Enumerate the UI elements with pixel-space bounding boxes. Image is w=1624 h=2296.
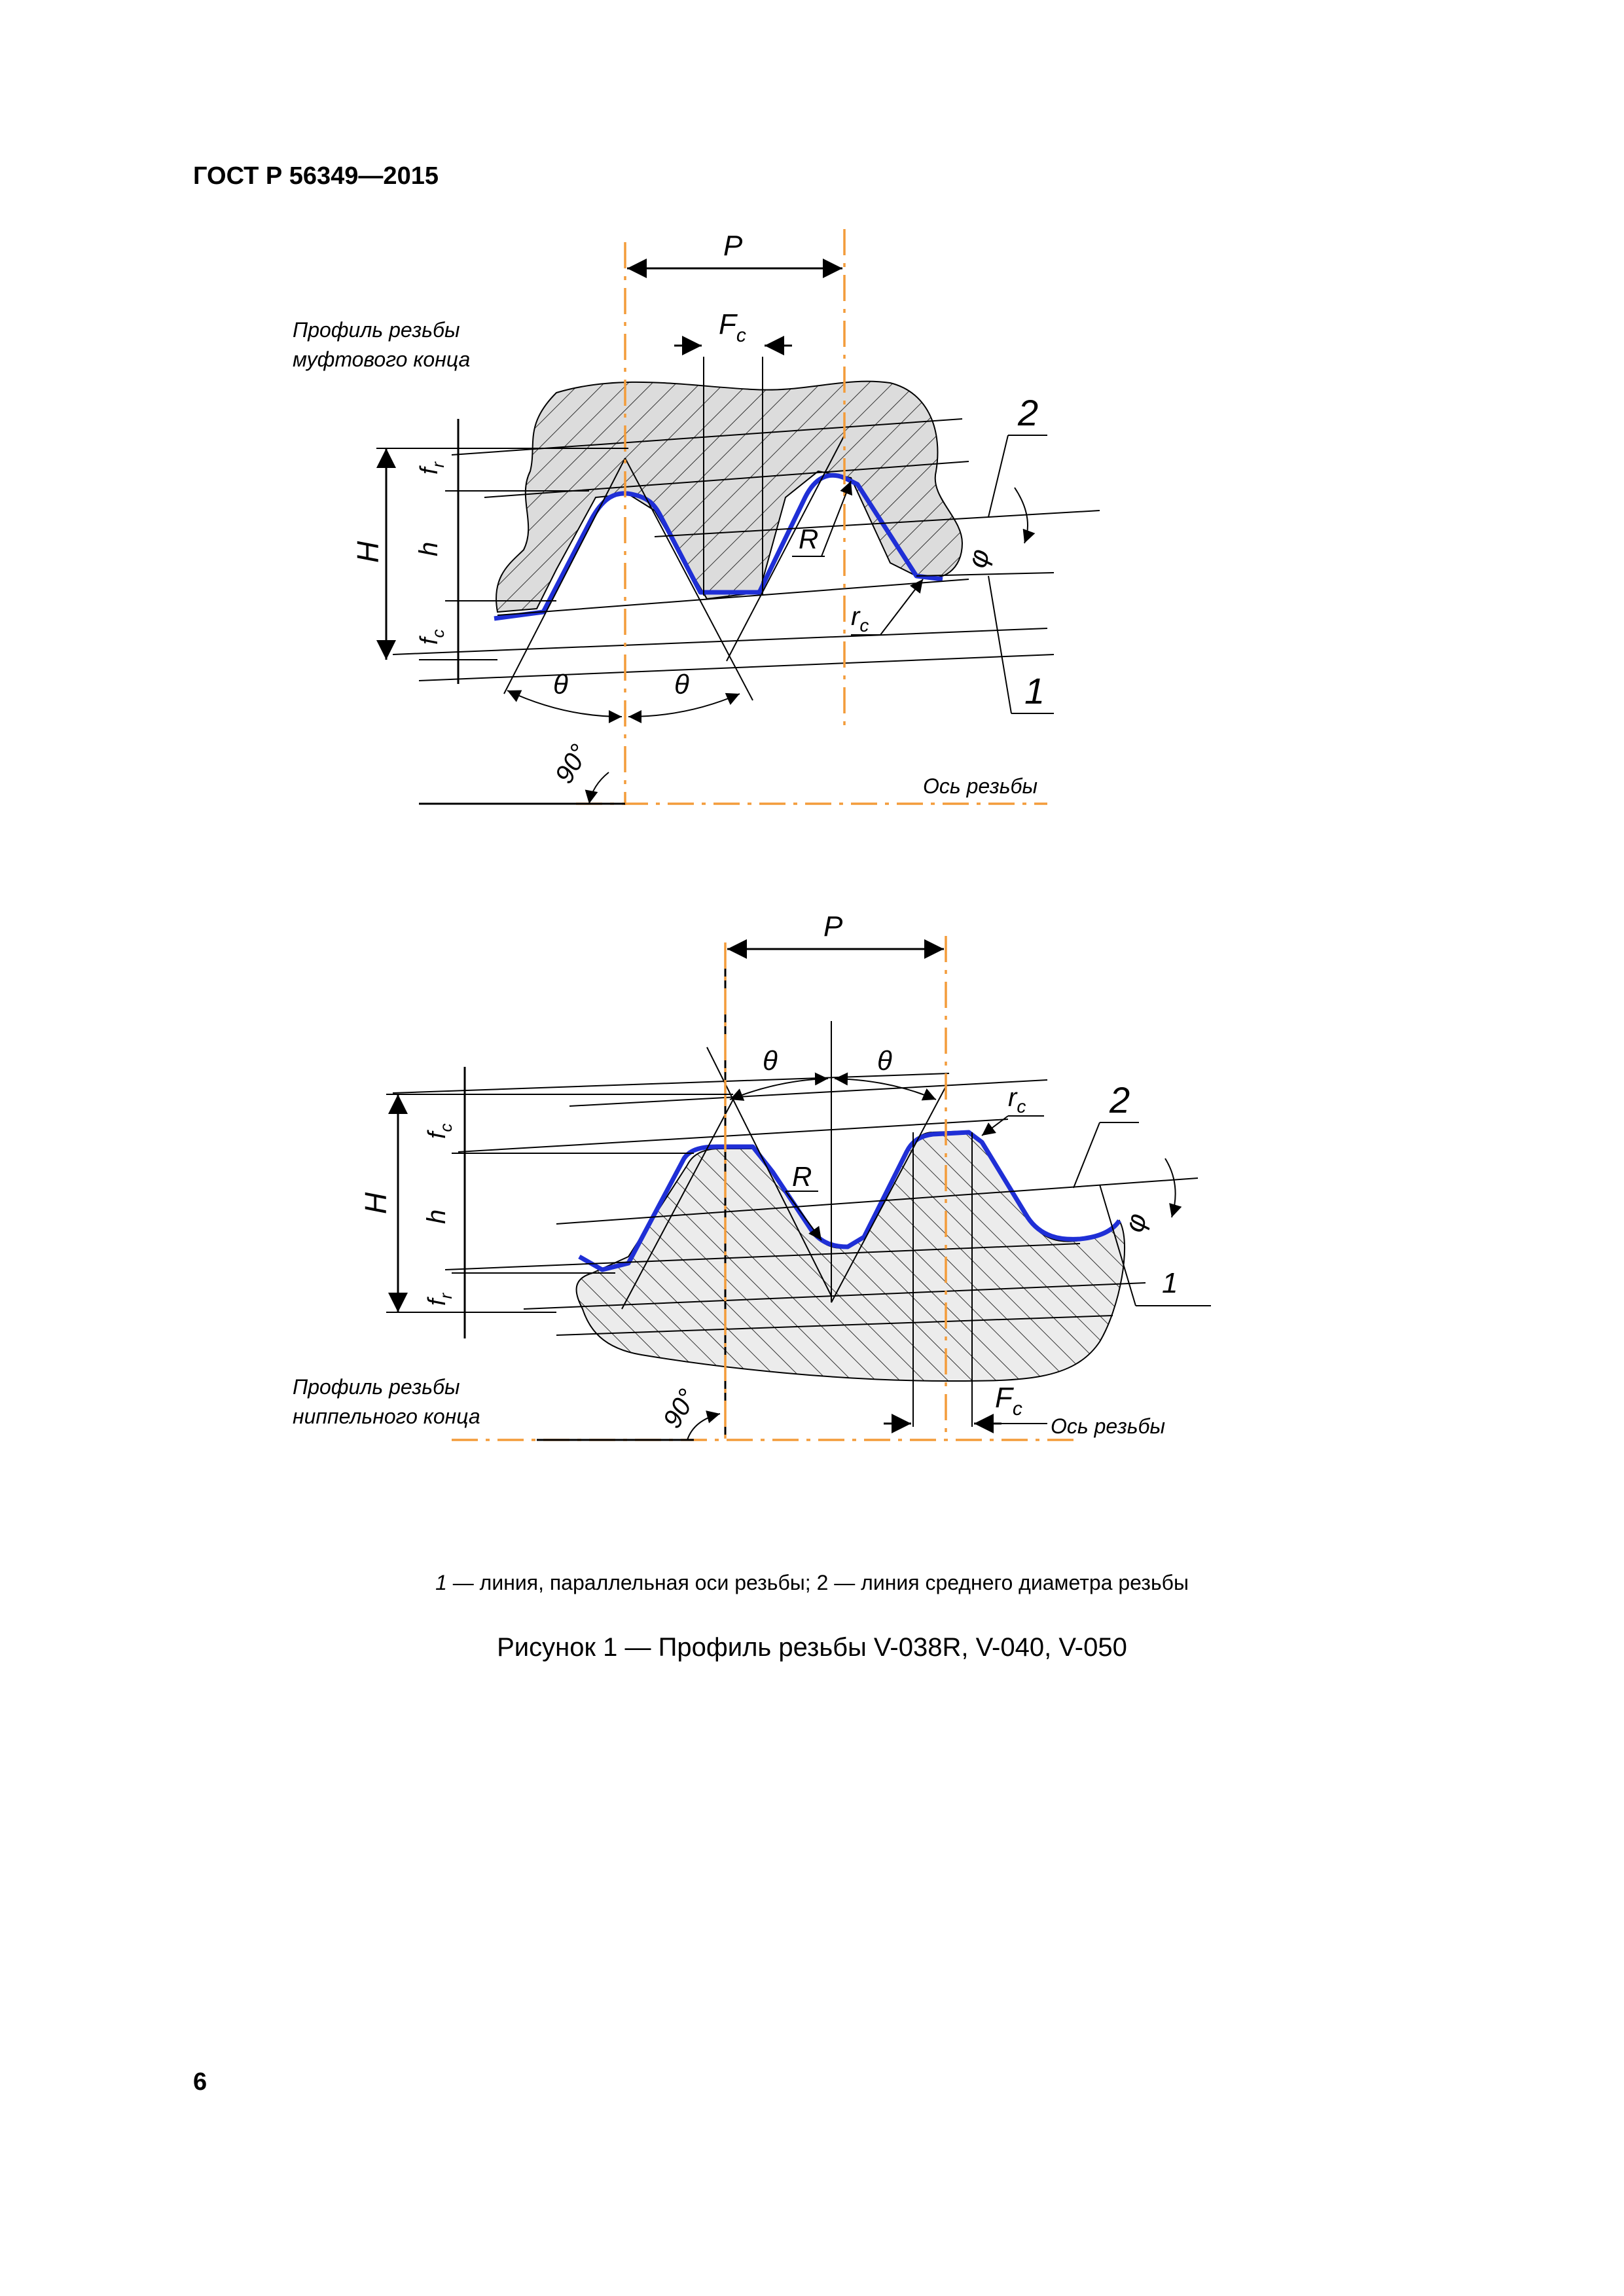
top-label-1: 1 [1024,670,1045,711]
bottom-hatched-body [577,1131,1125,1381]
bottom-label-phi: φ [1118,1210,1153,1236]
figure-caption: Рисунок 1 — Профиль резьбы V-038R, V-040, V-050 [497,1633,1127,1662]
top-hatched-body [496,382,962,612]
top-label-2: 2 [1018,392,1039,433]
bottom-label-2: 2 [1110,1079,1130,1121]
top-caption-line1: Профиль резьбы [293,318,460,342]
bottom-theta-right: θ [877,1045,892,1076]
bottom-label-1: 1 [1162,1267,1178,1299]
top-caption-line2: муфтового конца [293,348,471,371]
top-label-phi: φ [961,545,996,571]
bottom-label-fr: $f_r$ [424,1293,456,1306]
top-axis-label: Ось резьбы [923,774,1038,798]
top-label-h: h [414,541,443,556]
legend-text: — линия, параллельная оси резьбы; 2 — линия среднего диаметра резьбы [446,1571,1189,1594]
bottom-label-h-big: H [359,1192,393,1214]
top-label-p: P [723,230,743,262]
bottom-caption-line2: ниппельного конца [293,1405,480,1428]
bottom-label-r-big: R [792,1161,812,1192]
bottom-label-90: 90° [657,1384,703,1433]
legend-number-1: 1 [435,1571,447,1594]
bottom-theta-left: θ [763,1045,778,1076]
top-label-90: 90° [549,740,595,789]
top-label-r-big: R [799,524,819,554]
top-theta-right: θ [674,669,689,700]
top-figure [293,229,1100,805]
bottom-label-rc: $r_c$ [1008,1083,1026,1117]
top-label-h-big: H [351,541,385,563]
figure-legend [0,1571,1624,1595]
bottom-caption-line1: Профиль резьбы [293,1375,460,1399]
bottom-axis-label: Ось резьбы [1051,1414,1166,1438]
top-theta-left: θ [553,669,568,700]
document-header: ГОСТ Р 56349—2015 [193,162,439,190]
bottom-label-fc: $F_c$ [995,1382,1022,1420]
top-label-fc-left: $f_c$ [416,629,448,645]
top-label-rc: $r_c$ [851,602,869,636]
top-label-fc: $F_c$ [719,308,746,346]
page-number: 6 [193,2068,208,2096]
bottom-label-fc-left: $f_c$ [424,1123,456,1139]
bottom-figure [293,910,1211,1446]
top-label-fr: $f_r$ [416,461,448,475]
bottom-label-h: h [422,1209,451,1224]
bottom-label-p: P [823,910,843,942]
